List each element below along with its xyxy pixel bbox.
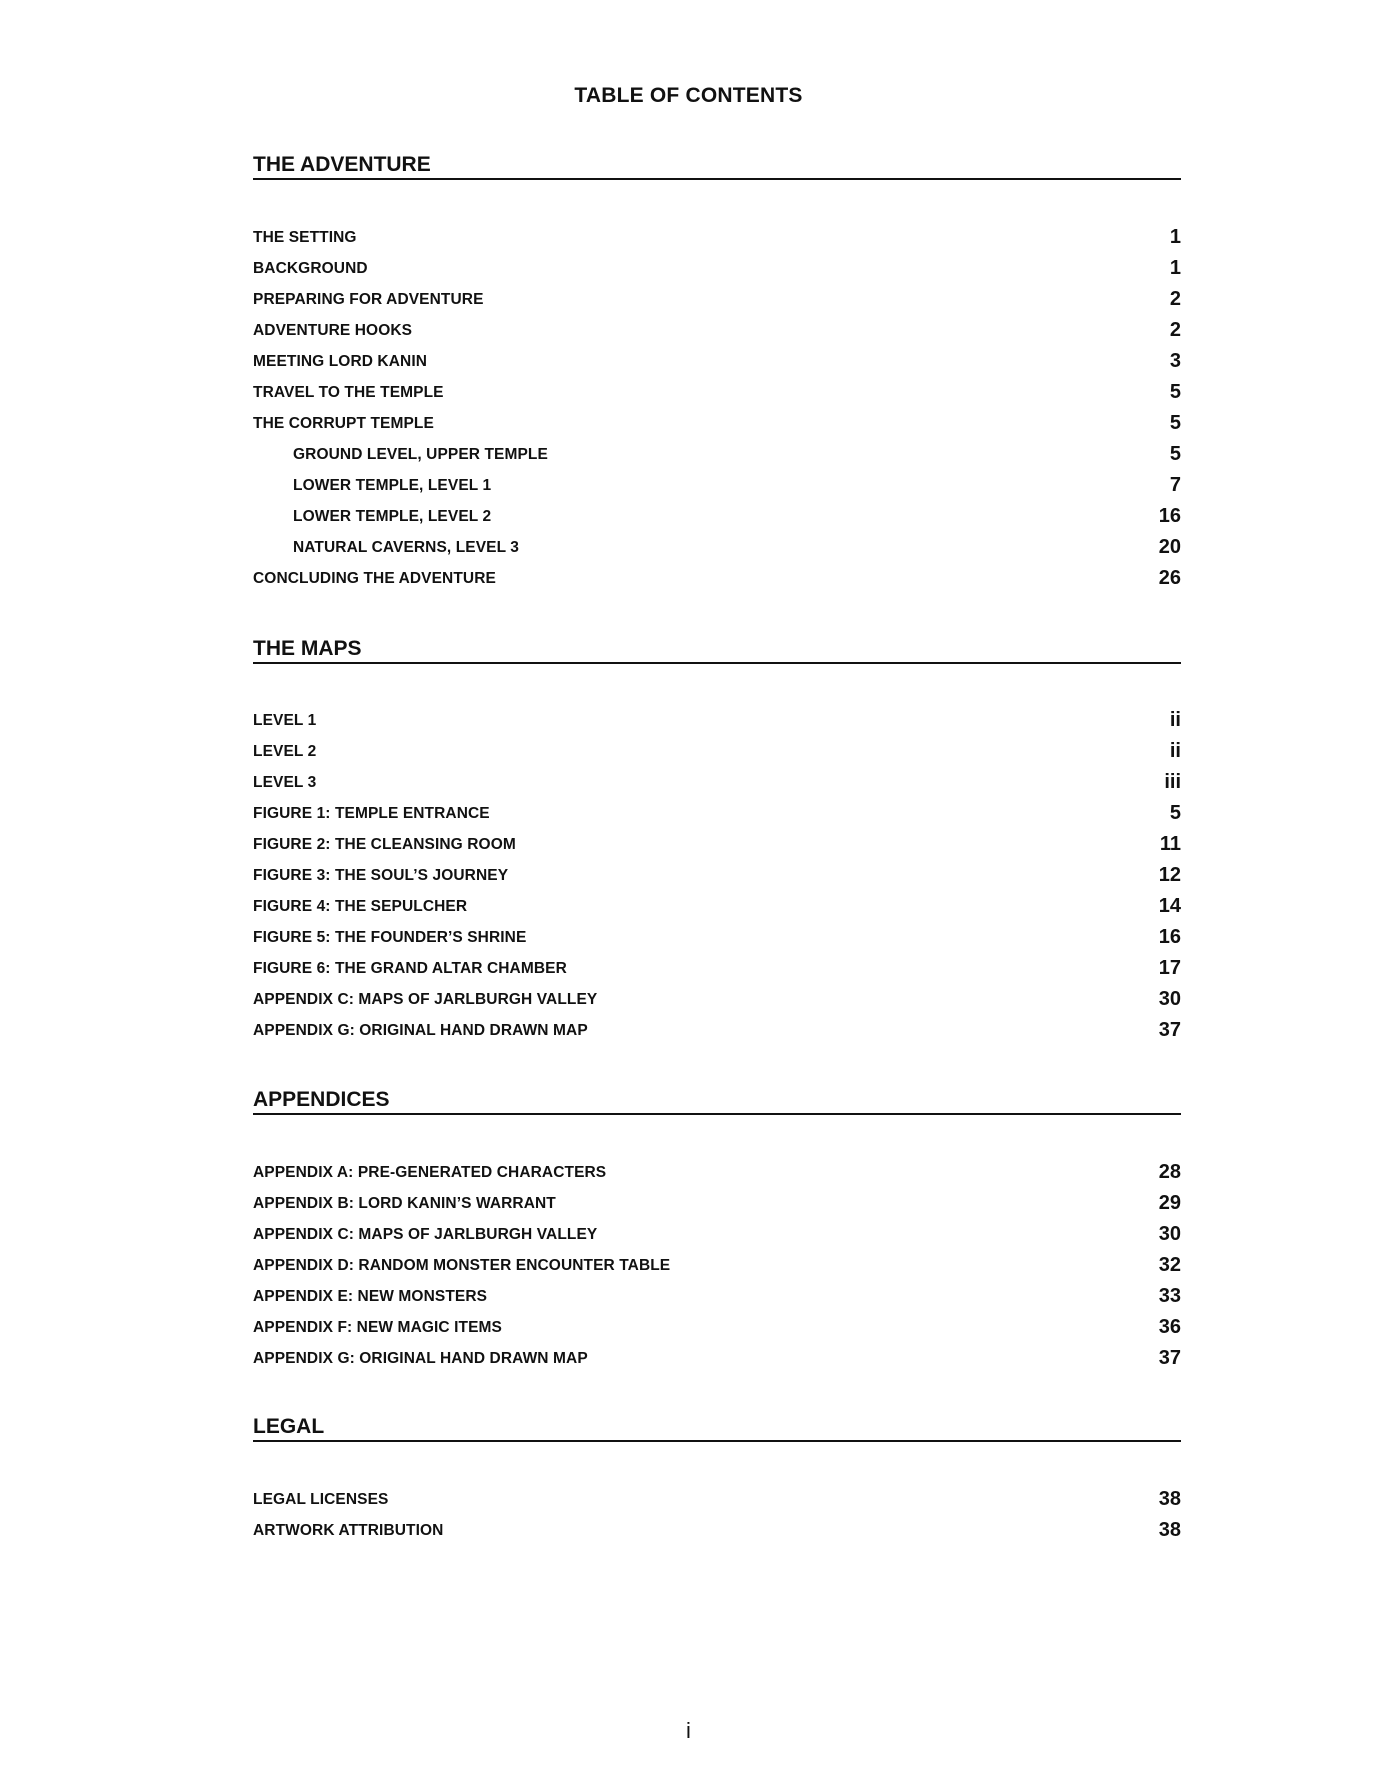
toc-entry-page: 37	[1158, 1019, 1181, 1041]
toc-entry-label: FIGURE 4: THE SEPULCHER	[253, 898, 468, 915]
toc-entry[interactable]	[253, 953, 1181, 984]
toc-entry-label: THE CORRUPT TEMPLE	[253, 415, 434, 432]
toc-entry-page: 12	[1158, 864, 1181, 886]
toc-entry-label: LOWER TEMPLE, LEVEL 2	[293, 508, 492, 525]
toc-entry-page: 29	[1158, 1192, 1181, 1214]
toc-entry-page: 32	[1158, 1254, 1181, 1276]
toc-entry[interactable]	[253, 315, 1181, 346]
toc-entry-label: APPENDIX G: ORIGINAL HAND DRAWN MAP	[253, 1022, 588, 1039]
toc-entry-page: ii	[1169, 709, 1181, 731]
toc-entry[interactable]	[253, 1157, 1181, 1188]
toc-entry-page: 11	[1159, 833, 1181, 855]
toc-entry-page: 2	[1169, 319, 1181, 341]
toc-entry-page: 33	[1158, 1285, 1181, 1307]
toc-entry-label: FIGURE 5: THE FOUNDER’S SHRINE	[253, 929, 527, 946]
toc-entry-label: APPENDIX B: LORD KANIN’S WARRANT	[253, 1195, 556, 1212]
toc-list	[253, 1484, 1181, 1546]
toc-entry-label: GROUND LEVEL, UPPER TEMPLE	[293, 446, 548, 463]
toc-entry-label: APPENDIX G: ORIGINAL HAND DRAWN MAP	[253, 1350, 588, 1367]
toc-entry-page: iii	[1164, 771, 1181, 793]
toc-entry[interactable]	[253, 1219, 1181, 1250]
toc-subentry[interactable]	[253, 532, 1181, 563]
toc-entry-page: 3	[1169, 350, 1181, 372]
toc-entry-page: 5	[1169, 381, 1181, 403]
toc-entry[interactable]	[253, 829, 1181, 860]
toc-entry[interactable]	[253, 1343, 1181, 1374]
toc-entry[interactable]	[253, 1250, 1181, 1281]
toc-entry-label: APPENDIX E: NEW MONSTERS	[253, 1288, 488, 1305]
toc-entry-page: 7	[1169, 474, 1181, 496]
section-heading: THE MAPS	[253, 637, 1181, 664]
toc-entry[interactable]	[253, 798, 1181, 829]
section-appendices	[253, 1088, 1181, 1374]
toc-entry-label: FIGURE 6: THE GRAND ALTAR CHAMBER	[253, 960, 567, 977]
toc-entry-label: APPENDIX D: RANDOM MONSTER ENCOUNTER TABLE	[253, 1257, 671, 1274]
toc-entry-label: MEETING LORD KANIN	[253, 353, 428, 370]
toc-entry-page: 16	[1158, 926, 1181, 948]
toc-subentry[interactable]	[253, 501, 1181, 532]
toc-entry-page: 17	[1158, 957, 1181, 979]
toc-entry-page: 5	[1169, 802, 1181, 824]
toc-entry[interactable]	[253, 922, 1181, 953]
section-heading: THE ADVENTURE	[253, 153, 1181, 180]
toc-entry-label: FIGURE 3: THE SOUL’S JOURNEY	[253, 867, 509, 884]
toc-entry[interactable]	[253, 563, 1181, 594]
section-heading: LEGAL	[253, 1415, 1181, 1442]
toc-entry[interactable]	[253, 891, 1181, 922]
section-heading: APPENDICES	[253, 1088, 1181, 1115]
toc-entry-page: 14	[1158, 895, 1181, 917]
toc-entry[interactable]	[253, 284, 1181, 315]
toc-entry-page: 1	[1169, 226, 1181, 248]
section-legal	[253, 1415, 1181, 1546]
toc-entry-page: 5	[1169, 443, 1181, 465]
section-the-adventure	[253, 153, 1181, 594]
toc-entry[interactable]	[253, 1188, 1181, 1219]
toc-entry-page: 5	[1169, 412, 1181, 434]
toc-entry-label: APPENDIX F: NEW MAGIC ITEMS	[253, 1319, 502, 1336]
toc-entry-label: TRAVEL TO THE TEMPLE	[253, 384, 444, 401]
toc-entry-label: APPENDIX C: MAPS OF JARLBURGH VALLEY	[253, 1226, 598, 1243]
toc-entry-page: 36	[1158, 1316, 1181, 1338]
toc-entry[interactable]	[253, 346, 1181, 377]
toc-entry[interactable]	[253, 1015, 1181, 1046]
toc-list	[253, 1157, 1181, 1374]
toc-entry-page: 38	[1158, 1519, 1181, 1541]
toc-entry-label: FIGURE 1: TEMPLE ENTRANCE	[253, 805, 490, 822]
toc-entry-page: ii	[1169, 740, 1181, 762]
toc-entry-label: LEGAL LICENSES	[253, 1491, 389, 1508]
toc-entry-label: PREPARING FOR ADVENTURE	[253, 291, 484, 308]
toc-entry-page: 16	[1158, 505, 1181, 527]
toc-entry-page: 20	[1158, 536, 1181, 558]
toc-entry-page: 38	[1158, 1488, 1181, 1510]
toc-entry-page: 30	[1158, 988, 1181, 1010]
toc-entry[interactable]	[253, 377, 1181, 408]
section-the-maps	[253, 637, 1181, 1046]
toc-entry[interactable]	[253, 767, 1181, 798]
toc-entry[interactable]	[253, 736, 1181, 767]
toc-entry-label: APPENDIX A: PRE-GENERATED CHARACTERS	[253, 1164, 607, 1181]
toc-entry[interactable]	[253, 408, 1181, 439]
footer-page-number: i	[686, 1718, 691, 1743]
toc-list	[253, 705, 1181, 1046]
toc-entry[interactable]	[253, 253, 1181, 284]
toc-entry-page: 37	[1158, 1347, 1181, 1369]
toc-entry-label: FIGURE 2: THE CLEANSING ROOM	[253, 836, 516, 853]
toc-entry-page: 30	[1158, 1223, 1181, 1245]
toc-entry-label: LEVEL 1	[253, 712, 317, 729]
toc-entry-page: 26	[1158, 567, 1181, 589]
toc-entry[interactable]	[253, 222, 1181, 253]
toc-entry[interactable]	[253, 860, 1181, 891]
toc-entry-page: 2	[1169, 288, 1181, 310]
toc-entry-label: ADVENTURE HOOKS	[253, 322, 413, 339]
toc-entry-label: LOWER TEMPLE, LEVEL 1	[293, 477, 492, 494]
toc-entry[interactable]	[253, 1484, 1181, 1515]
toc-entry-label: LEVEL 2	[253, 743, 317, 760]
toc-entry[interactable]	[253, 984, 1181, 1015]
toc-entry-page: 1	[1169, 257, 1181, 279]
toc-entry-label: BACKGROUND	[253, 260, 368, 277]
toc-entry-label: NATURAL CAVERNS, LEVEL 3	[293, 539, 520, 556]
toc-entry-label: CONCLUDING THE ADVENTURE	[253, 570, 496, 587]
toc-entry-label: ARTWORK ATTRIBUTION	[253, 1522, 444, 1539]
toc-entry[interactable]	[253, 1281, 1181, 1312]
toc-entry[interactable]	[253, 1515, 1181, 1546]
toc-entry-label: LEVEL 3	[253, 774, 317, 791]
toc-entry[interactable]	[253, 1312, 1181, 1343]
toc-list	[253, 222, 1181, 594]
page-title: TABLE OF CONTENTS	[574, 84, 803, 107]
toc-entry-label: APPENDIX C: MAPS OF JARLBURGH VALLEY	[253, 991, 598, 1008]
toc-entry-label: THE SETTING	[253, 229, 357, 246]
toc-entry[interactable]	[253, 705, 1181, 736]
toc-subentry[interactable]	[253, 470, 1181, 501]
toc-entry-page: 28	[1158, 1161, 1181, 1183]
toc-subentry[interactable]	[253, 439, 1181, 470]
